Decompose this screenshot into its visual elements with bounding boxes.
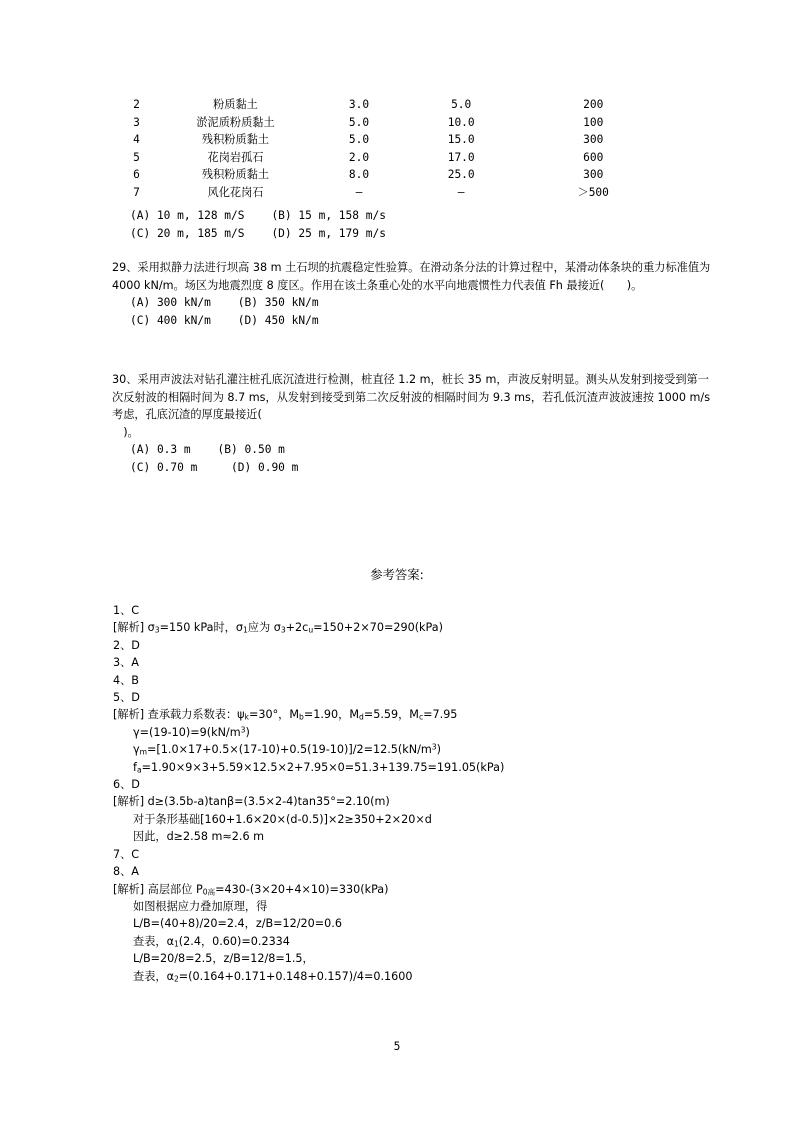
answer-entry: 2、D [113,638,140,652]
table-row [112,184,672,202]
answer-entry: 5、D [113,691,140,705]
answer-entry: 6、D [113,778,140,792]
soil-row-value-2: 10.0 [447,115,475,129]
q29-option-line-1[interactable]: (A) 300 kN/m (B) 350 kN/m [130,296,319,310]
answer-key-list [113,602,753,985]
soil-row-name: 残积粉质黏土 [201,133,270,146]
question-30-text-continued: )。 [112,425,139,439]
q29-option-line-2[interactable]: (C) 400 kN/m (D) 450 kN/m [130,313,319,327]
soil-row-value-1: 5.0 [348,115,370,129]
soil-row-name: 风化花岗石 [207,185,264,199]
answer-entry: 7、C [113,847,140,861]
soil-row-name: 粉质黏土 [213,98,258,111]
question-29-text: 29、采用拟静力法进行坝高 38 m 土石坝的抗震稳定性验算。在滑动条分法的计算过程中，某滑动体条块的重力标准值为 4000 kN/m。场区为地震烈度 8 度区。作用在该土条重心处的水平向地震惯性力代表值 Fh 最接近( )。 [112,261,711,292]
soil-row-name: 花岗岩孤石 [207,150,264,164]
soil-row-name: 淤泥质粉质黏土 [196,115,275,129]
soil-row-number: 5 [133,150,140,164]
answer-key-title: 参考答案: [370,567,424,582]
question-28-options [112,207,712,242]
soil-row-value-1: 5.0 [348,133,370,146]
answer-explanation: [解析] 查承载力系数表：$\psi_k=30^\circ$，$M_b=1.90$，$M_d=5.59$，$M_c=7.95$ [113,708,458,723]
answer-entry: 8、A [113,865,139,879]
soil-row-value-3: ＞500 [577,185,609,199]
q30-option-line-2[interactable]: (C) 0.70 m (D) 0.90 m [130,460,299,474]
soil-row-value-3: 200 [583,98,604,111]
soil-table-body [112,96,672,201]
soil-row-value-2: 5.0 [451,98,472,111]
soil-layer-table [112,96,672,201]
soil-row-number: 2 [133,98,140,111]
answer-explanation-line: 查表，$\alpha_2=(0.164+0.171+0.148+0.157)/4=0.1600$ [133,969,413,984]
soil-row-value-1: 2.0 [348,150,370,164]
soil-row-number: 7 [133,185,140,199]
soil-row-number: 4 [133,133,140,146]
answer-entry: 1、C [113,604,140,617]
answer-explanation: [解析] $\sigma_3=150$ kPa时，$\sigma_1$应为 $\sigma_3+2c_u=150+2\times 70=290(kPa)$ [113,621,444,636]
table-row [112,96,672,114]
answer-explanation-line: L/B=20/8=2.5，z/B=12/8=1.5， [133,952,314,966]
table-row [112,131,672,149]
answer-explanation-line: 对于条形基础[160+1.6×20×(d-0.5)]×2≥350+2×20×d [133,812,432,826]
answer-explanation: [解析] 高层部位 $P_{0高}=430-(3\times 20+4\times 10)=330(kPa)$ [113,882,389,897]
answer-explanation-line: 查表，$\alpha_1(2.4$，0.60)=0.2334 [133,934,290,949]
soil-row-value-2: 15.0 [447,133,475,146]
soil-row-value-2: 25.0 [447,168,475,181]
table-row [112,149,672,167]
question-30 [112,371,712,477]
answer-explanation-line: 因此，d≥2.58 m≈2.6 m [133,830,265,844]
answer-explanation-line: $\gamma=(19-10)=9(kN/m^3)$ [133,725,250,739]
soil-row-value-2: 17.0 [447,150,475,164]
soil-row-name: 残积粉质黏土 [201,168,270,181]
answer-explanation-line: $\gamma_m=[1.0\times 17+0.5\times(17-10)+0.5(19-10)]/2=12.5(kN/m^3)$ [133,742,442,757]
answer-entry: 4、B [113,673,139,687]
answer-explanation-line: $f_a=1.90\times 9\times 3+5.59\times 12.5\times 2+7.95\times 0=51.3+139.75=191.05(kPa)$ [133,760,505,775]
q28-option-line-1[interactable]: (A) 10 m, 128 m/S (B) 15 m, 158 m/s [130,209,386,222]
soil-row-value-3: 300 [583,168,604,181]
answer-entry: 3、A [113,656,139,670]
q28-option-line-2[interactable]: (C) 20 m, 185 m/S (D) 25 m, 179 m/s [130,226,386,240]
answer-explanation-line: L/B=(40+8)/20=2.4，z/B=12/20=0.6 [133,917,342,931]
page-number: 5 [393,1040,401,1053]
answer-explanation: [解析] d≥(3.5b-a)tanβ=(3.5×2-4)tan35°=2.10(m) [113,795,390,809]
soil-row-number: 6 [133,168,140,181]
soil-row-value-1: 8.0 [348,168,370,181]
q30-option-line-1[interactable]: (A) 0.3 m (B) 0.50 m [130,443,285,457]
soil-row-value-3: 100 [583,115,604,129]
answer-explanation-line: 如图根据应力叠加原理，得 [133,899,268,913]
soil-row-number: 3 [133,115,140,129]
table-row [112,114,672,132]
question-30-text: 30、采用声波法对钻孔灌注桩孔底沉渣进行检测，桩直径 1.2 m，桩长 35 m，声波反射明显。测头从发射到接受到第一次反射波的相隔时间为 8.7 ms，从发射到接受到第二次反射波的相隔时间为 9.3 ms，若孔低沉渣声波波速按 1000 m/s 考虑，孔底沉渣的厚度最接近( [112,373,711,422]
soil-row-value-2: — [457,185,465,199]
soil-row-value-1: — [355,185,363,199]
soil-row-value-3: 600 [583,150,604,164]
soil-row-value-3: 300 [583,133,604,146]
soil-row-value-1: 3.0 [348,98,370,111]
question-29 [112,259,712,329]
table-row [112,166,672,184]
